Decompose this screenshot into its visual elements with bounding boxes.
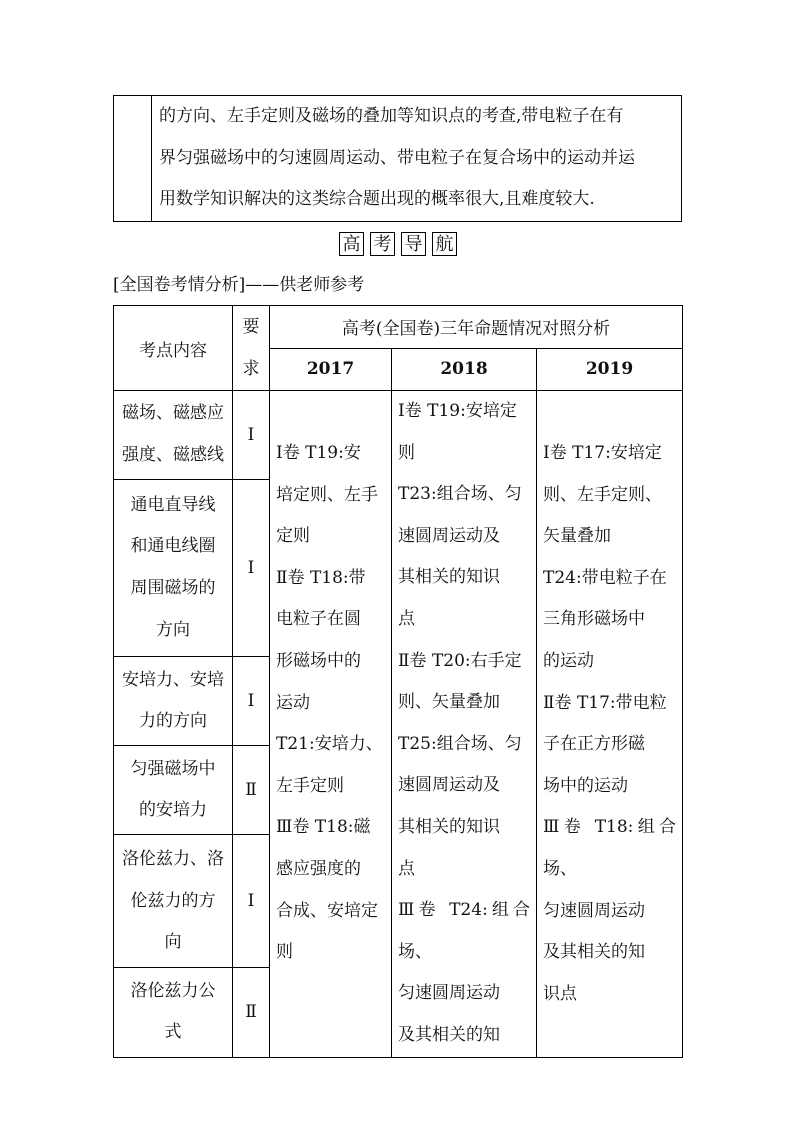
text-line: Ⅰ卷 T17:安培定 (543, 443, 662, 463)
text-line: 则 (276, 942, 293, 963)
point-cell (114, 835, 233, 968)
text-line: Ⅱ卷 T17:带电粒 (543, 692, 667, 713)
continuation-text (159, 96, 679, 221)
header-req (233, 306, 270, 391)
continuation-line: 界匀强磁场中的匀速圆周运动、带电粒子在复合场中的运动并运 (159, 147, 635, 168)
req-cell: Ⅰ (233, 480, 270, 657)
header-analysis: 高考(全国卷)三年命题情况对照分析 (270, 306, 683, 349)
point-line: 磁场、磁感应 (122, 403, 224, 424)
text-line: Ⅲ卷 T18:磁 (276, 817, 371, 838)
text-line: Ⅱ卷 T18:带 (276, 567, 366, 588)
text-line: 矢量叠加 (543, 526, 611, 547)
text-line: 点 (398, 858, 415, 879)
text-line: 形磁场中的 (276, 650, 361, 671)
text-line: 及其相关的知 (543, 942, 645, 963)
text-line: T25:组合场、匀 (398, 733, 522, 754)
header-point: 考点内容 (114, 306, 233, 391)
box-divider (151, 96, 152, 221)
text-line: 匀速圆周运动 (543, 900, 645, 921)
text-line: 则、矢量叠加 (398, 692, 500, 713)
heading-char: 考 (370, 232, 395, 256)
text-line: T24:带电粒子在 (543, 567, 667, 588)
point-line: 式 (164, 1022, 182, 1043)
point-line: 强度、磁感线 (122, 445, 224, 466)
point-line: 通电直导线 (130, 494, 216, 515)
req-cell: Ⅰ (233, 657, 270, 746)
point-line: 周围磁场的 (130, 578, 216, 599)
text-line: 场中的运动 (543, 775, 628, 796)
point-line: 方向 (156, 619, 190, 640)
header-req-text: 要求 (242, 317, 260, 379)
text-line: 识点 (543, 983, 577, 1004)
text-line: 三角形磁场中 (543, 609, 645, 630)
text-line: Ⅱ卷 T20:右手定 (398, 650, 522, 671)
text-line: 其相关的知识 (398, 567, 500, 588)
point-cell (114, 746, 233, 835)
text-line: Ⅰ卷 T19:安 (276, 443, 361, 463)
text-line: 则 (398, 442, 415, 463)
continuation-line: 用数学知识解决的这类综合题出现的概率很大,且难度较大. (159, 189, 595, 209)
year-2018: 2018 (392, 348, 537, 391)
year-2019: 2019 (537, 348, 683, 391)
col-2019 (537, 391, 683, 1058)
text-line: 则、左手定则、 (543, 484, 662, 505)
text-line: 定则 (276, 526, 310, 547)
subheading: [全国卷考情分析]——供老师参考 (113, 275, 365, 295)
text-line: 匀速圆周运动 (398, 983, 500, 1004)
text-line: 速圆周运动及 (398, 525, 500, 546)
text-line: 及其相关的知 (398, 1024, 500, 1045)
point-line: 力的方向 (139, 711, 207, 732)
text-line: 培定则、左手 (276, 484, 378, 505)
text-line: T21:安培力、 (276, 734, 383, 755)
point-line: 洛伦兹力、洛 (122, 848, 224, 869)
text-line: Ⅲ卷 T18:组合场、 (543, 817, 677, 879)
text-line: 感应强度的 (276, 858, 361, 879)
point-cell (114, 968, 233, 1057)
req-cell: Ⅰ (233, 835, 270, 968)
year-2017: 2017 (270, 348, 392, 391)
point-line: 安培力、安培 (122, 669, 224, 690)
text-line: 合成、安培定 (276, 900, 378, 921)
text-line: 电粒子在圆 (276, 609, 361, 630)
text-line: 点 (398, 608, 415, 629)
text-line: 子在正方形磁 (543, 734, 645, 755)
text-line: 速圆周运动及 (398, 775, 500, 796)
point-line: 洛伦兹力公 (130, 980, 216, 1001)
text-line: 其相关的知识 (398, 816, 500, 837)
section-heading (339, 232, 457, 256)
req-cell: Ⅱ (233, 746, 270, 835)
point-line: 匀强磁场中 (130, 758, 216, 779)
heading-char: 导 (401, 232, 426, 256)
text-line: 左手定则 (276, 775, 344, 796)
point-cell (114, 657, 233, 746)
text-line: 运动 (276, 692, 310, 713)
text-line: T23:组合场、匀 (398, 484, 522, 505)
col-2018 (392, 391, 537, 1058)
text-line: 的运动 (543, 650, 594, 671)
req-cell: Ⅱ (233, 968, 270, 1057)
point-cell (114, 480, 233, 657)
text-line: Ⅰ卷 T19:安培定 (398, 401, 517, 421)
point-line: 和通电线圈 (130, 536, 216, 557)
col-2017 (270, 391, 392, 1058)
continuation-box (113, 95, 682, 222)
heading-char: 航 (432, 232, 457, 256)
heading-char: 高 (339, 232, 364, 256)
point-line: 的安培力 (139, 800, 207, 821)
text-line: Ⅲ卷 T24:组合场、 (398, 900, 530, 962)
req-cell: Ⅰ (233, 391, 270, 480)
point-line: 伦兹力的方 (130, 890, 216, 911)
point-line: 向 (164, 932, 182, 953)
exam-analysis-table (113, 305, 683, 1058)
continuation-line: 的方向、左手定则及磁场的叠加等知识点的考查,带电粒子在有 (159, 106, 624, 126)
point-cell (114, 391, 233, 480)
